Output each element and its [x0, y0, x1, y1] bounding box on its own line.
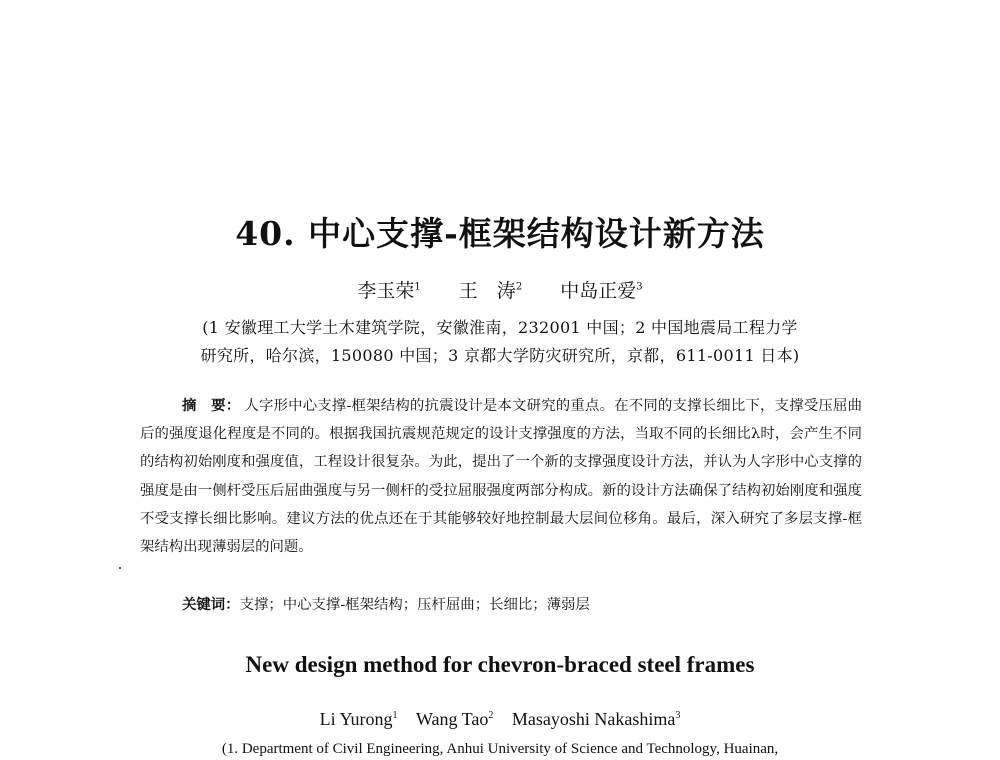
affiliation-en-line1: (1. Department of Civil Engineering, Anhui University of Science and Technology, Huainan,	[221, 741, 779, 757]
paper-title-cn: 40. 中心支撑-框架结构设计新方法	[235, 214, 765, 253]
author-en-sup: 3	[675, 710, 681, 721]
author-en-sup: 1	[392, 710, 398, 721]
author-en	[320, 709, 398, 729]
affiliation-cn-line1: (1 安徽理工大学土木建筑学院，安徽淮南，232001 中国；2 中国地震局工程力学	[202, 318, 798, 337]
author-cn	[560, 280, 642, 302]
author-en	[416, 709, 493, 729]
keywords-label: 关键词：	[182, 596, 240, 613]
author-en	[512, 709, 680, 729]
author-cn-sup: 2	[515, 281, 523, 293]
scan-speck	[119, 567, 121, 569]
keywords-text: 支撑；中心支撑-框架结构；压杆屈曲；长细比；薄弱层	[239, 597, 590, 613]
author-en-name: Wang Tao	[415, 709, 489, 729]
author-cn-name: 中岛正爱	[560, 280, 637, 302]
abstract-text: 人字形中心支撑-框架结构的抗震设计是本文研究的重点。在不同的支撑长细比下，支撑受压屈曲后的强度退化程度是不同的。根据我国抗震规范规定的设计支撑强度的方法，当取不同的长细比λ时，会产生不同的结构初始刚度和强度值，工程设计很复杂。为此，提出了一个新的支撑强度设计方法，并认为人字形中心支撑的强度是由一侧杆受压后屈曲强度与另一侧杆的受拉屈服强度两部分构成。新的设计方法确保了结构初始刚度和强度不受支撑长细比影响。建议方法的优点还在于其能够较好地控制最大层间位移角。最后，深入研究了多层支撑-框架结构出现薄弱层的问题。	[140, 398, 862, 556]
paper-title-en: New design method for chevron-braced steel frames	[245, 652, 755, 677]
affiliation-cn-line2: 研究所，哈尔滨，150080 中国；3 京都大学防灾研究所，京都，611-0011 日本)	[200, 346, 800, 365]
author-en-name: Masayoshi Nakashima	[511, 709, 676, 729]
author-cn-sup: 3	[636, 281, 643, 293]
author-cn-name: 王 涛	[458, 280, 516, 302]
abstract	[140, 392, 862, 561]
author-en-sup: 2	[488, 710, 494, 721]
author-en-name: Li Yurong	[319, 709, 393, 729]
keywords	[182, 593, 590, 614]
author-cn	[459, 280, 522, 302]
author-cn-name: 李玉荣	[357, 280, 415, 302]
authors-en	[0, 709, 1000, 730]
author-cn-sup: 1	[414, 281, 421, 293]
author-cn	[357, 280, 420, 302]
abstract-label: 摘 要：	[182, 397, 241, 414]
authors-cn	[0, 276, 1000, 303]
